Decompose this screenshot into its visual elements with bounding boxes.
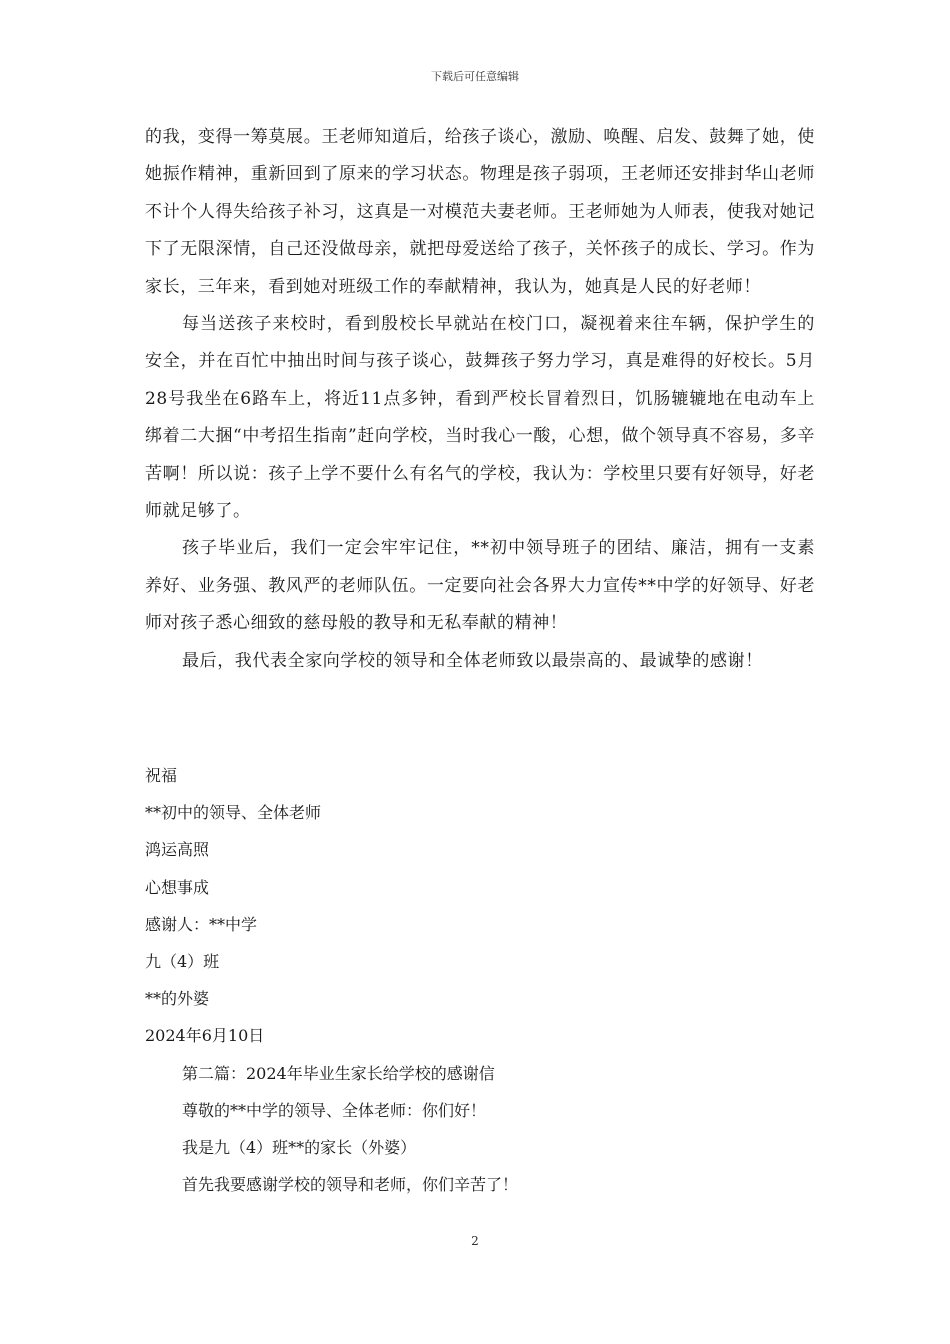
paragraph-promise: 孩子毕业后，我们一定会牢牢记住，**初中领导班子的团结、廉洁，拥有一支素养好、业务强、教风严的老师队伍。一定要向社会各界大力宣传**中学的好领导、好老师对孩子悉心细致的慈母般的教导和无私奉献的精神！ <box>145 538 815 634</box>
second-letter-intro: 我是九（4）班**的家长（外婆） <box>182 1138 417 1158</box>
closing-thanker: 感谢人：**中学 <box>145 914 258 934</box>
closing-wish-2: 心想事成 <box>145 877 210 897</box>
closing-relation: **的外婆 <box>145 989 210 1009</box>
paragraph-continued: 的我，变得一筹莫展。王老师知道后，给孩子谈心，激励、唤醒、启发、鼓舞了她，使她振作精神，重新回到了原来的学习状态。物理是孩子弱项，王老师还安排封华山老师不计个人得失给孩子补习，这真是一对模范夫妻老师。王老师她为人师表，使我对她记下了无限深情，自己还没做母亲，就把母爱送给了孩子，关怀孩子的成长、学习。作为家长，三年来，看到她对班级工作的奉献精神，我认为，她真是人民的好老师！ <box>145 127 815 297</box>
paragraph-thanks: 最后，我代表全家向学校的领导和全体老师致以最崇高的、最诚挚的感谢！ <box>182 650 763 671</box>
closing-date: 2024年6月10日 <box>145 1026 265 1046</box>
second-letter-salutation: 尊敬的**中学的领导、全体老师：你们好！ <box>182 1100 487 1120</box>
letter-closing <box>145 757 815 1203</box>
page-header: 下载后可任意编辑 <box>431 70 519 83</box>
page-number: 2 <box>471 1234 479 1248</box>
letter-body <box>145 119 815 680</box>
paragraph-principal: 每当送孩子来校时，看到殷校长早就站在校门口，凝视着来往车辆，保护学生的安全，并在百忙中抽出时间与孩子谈心，鼓舞孩子努力学习，真是难得的好校长。5月28号我坐在6路车上，将近11点多钟，看到严校长冒着烈日，饥肠辘辘地在电动车上绑着二大捆“中考招生指南”赶向学校，当时我心一酸，心想，做个领导真不容易，多辛苦啊！所以说：孩子上学不要什么有名气的学校，我认为：学校里只要有好领导，好老师就足够了。 <box>145 314 815 522</box>
closing-wish-1: 鸿运高照 <box>145 840 210 860</box>
closing-blessing: 祝福 <box>145 766 178 785</box>
closing-class: 九（4）班 <box>145 952 220 972</box>
second-letter-first-thanks: 首先我要感谢学校的领导和老师，你们辛苦了！ <box>182 1175 519 1195</box>
closing-recipients: **初中的领导、全体老师 <box>145 803 322 823</box>
second-letter-title: 第二篇：2024年毕业生家长给学校的感谢信 <box>182 1063 495 1083</box>
